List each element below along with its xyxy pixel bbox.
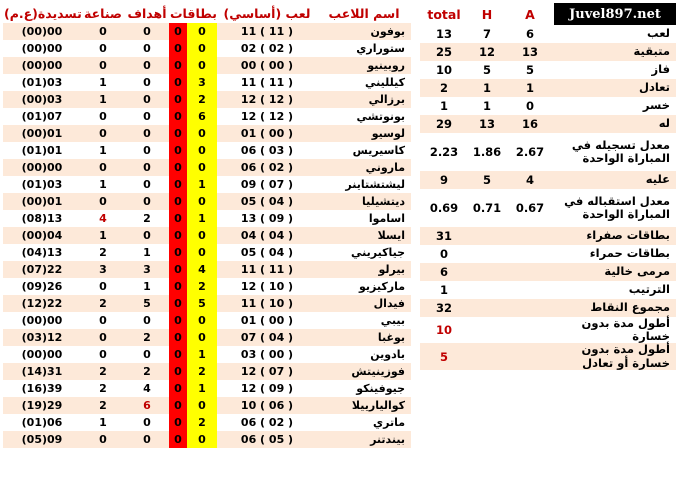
player-appearances: 01 ( 00 ) bbox=[217, 312, 317, 329]
stats-row bbox=[420, 189, 676, 227]
stat-home: 5 bbox=[468, 171, 506, 189]
header-player-name: اسم اللاعب bbox=[328, 5, 400, 21]
player-appearances: 00 ( 00 ) bbox=[217, 57, 317, 74]
stat-away bbox=[506, 343, 554, 369]
player-row bbox=[3, 414, 411, 431]
player-goals: 0 bbox=[125, 74, 169, 91]
player-yellow-cards: 5 bbox=[187, 295, 217, 312]
player-appearances: 11 ( 11 ) bbox=[217, 74, 317, 91]
player-appearances: 12 ( 12 ) bbox=[217, 91, 317, 108]
header-home: H bbox=[468, 3, 506, 25]
player-name: بيرلو bbox=[317, 261, 411, 278]
stat-label: بطاقات حمراء bbox=[554, 245, 676, 263]
stat-total: 6 bbox=[420, 263, 468, 281]
player-yellow-cards: 0 bbox=[187, 227, 217, 244]
stats-row bbox=[420, 171, 676, 189]
stat-label: متبقية bbox=[554, 43, 676, 61]
player-yellow-cards: 0 bbox=[187, 329, 217, 346]
player-row bbox=[3, 380, 411, 397]
player-row bbox=[3, 23, 411, 40]
player-yellow-cards: 0 bbox=[187, 125, 217, 142]
player-assists: 4 bbox=[81, 210, 125, 227]
stats-row bbox=[420, 281, 676, 299]
player-yellow-cards: 4 bbox=[187, 261, 217, 278]
player-shots: (00)00 bbox=[3, 57, 81, 74]
stat-total: 32 bbox=[420, 299, 468, 317]
player-appearances: 03 ( 00 ) bbox=[217, 346, 317, 363]
player-goals: 2 bbox=[125, 329, 169, 346]
player-assists: 1 bbox=[81, 414, 125, 431]
stat-home: 5 bbox=[468, 61, 506, 79]
player-goals: 5 bbox=[125, 295, 169, 312]
player-red-cards: 0 bbox=[169, 142, 187, 159]
player-appearances: 06 ( 02 ) bbox=[217, 159, 317, 176]
player-goals: 0 bbox=[125, 23, 169, 40]
player-row bbox=[3, 329, 411, 346]
player-red-cards: 0 bbox=[169, 244, 187, 261]
player-assists: 0 bbox=[81, 125, 125, 142]
player-shots: (16)39 bbox=[3, 380, 81, 397]
player-yellow-cards: 1 bbox=[187, 176, 217, 193]
player-yellow-cards: 0 bbox=[187, 431, 217, 448]
player-shots: (00)00 bbox=[3, 23, 81, 40]
player-goals: 4 bbox=[125, 380, 169, 397]
player-goals: 0 bbox=[125, 414, 169, 431]
player-assists: 0 bbox=[81, 329, 125, 346]
stat-label: عليه bbox=[554, 171, 676, 189]
stats-row bbox=[420, 133, 676, 171]
player-appearances: 02 ( 02 ) bbox=[217, 40, 317, 57]
player-yellow-cards: 2 bbox=[187, 278, 217, 295]
player-yellow-cards: 0 bbox=[187, 159, 217, 176]
player-assists: 0 bbox=[81, 57, 125, 74]
player-row bbox=[3, 312, 411, 329]
player-shots: (01)03 bbox=[3, 176, 81, 193]
player-appearances: 12 ( 07 ) bbox=[217, 363, 317, 380]
player-row bbox=[3, 363, 411, 380]
header-played: لعب (أساسي) bbox=[223, 5, 311, 21]
player-row bbox=[3, 244, 411, 261]
player-assists: 0 bbox=[81, 159, 125, 176]
player-goals: 0 bbox=[125, 142, 169, 159]
player-row bbox=[3, 159, 411, 176]
header-away: A bbox=[506, 3, 554, 25]
site-brand: Juvel897.net bbox=[554, 3, 676, 25]
player-yellow-cards: 0 bbox=[187, 142, 217, 159]
stats-row bbox=[420, 25, 676, 43]
header-shots: تسديدة(ع.م) bbox=[4, 5, 82, 21]
player-goals: 0 bbox=[125, 176, 169, 193]
stat-total: 13 bbox=[420, 25, 468, 43]
player-yellow-cards: 0 bbox=[187, 244, 217, 261]
player-yellow-cards: 1 bbox=[187, 346, 217, 363]
player-shots: (00)04 bbox=[3, 227, 81, 244]
player-red-cards: 0 bbox=[169, 380, 187, 397]
player-red-cards: 0 bbox=[169, 210, 187, 227]
player-name: كواليارييلا bbox=[317, 397, 411, 414]
stat-home: 12 bbox=[468, 43, 506, 61]
stat-label: مرمى خالية bbox=[554, 263, 676, 281]
player-name: كاسيريس bbox=[317, 142, 411, 159]
stat-total: 1 bbox=[420, 97, 468, 115]
player-shots: (01)07 bbox=[3, 108, 81, 125]
player-red-cards: 0 bbox=[169, 329, 187, 346]
header-total: total bbox=[420, 3, 468, 25]
players-body bbox=[3, 23, 411, 448]
player-assists: 1 bbox=[81, 142, 125, 159]
player-assists: 0 bbox=[81, 108, 125, 125]
stat-label: مجموع النقاط bbox=[554, 299, 676, 317]
player-row bbox=[3, 261, 411, 278]
header-assists: صناعة bbox=[84, 5, 122, 21]
players-table bbox=[3, 3, 411, 448]
player-appearances: 05 ( 04 ) bbox=[217, 193, 317, 210]
stat-away bbox=[506, 281, 554, 299]
stat-away: 1 bbox=[506, 79, 554, 97]
player-shots: (01)01 bbox=[3, 142, 81, 159]
player-name: بيبي bbox=[317, 312, 411, 329]
player-shots: (08)13 bbox=[3, 210, 81, 227]
player-goals: 0 bbox=[125, 431, 169, 448]
player-appearances: 07 ( 04 ) bbox=[217, 329, 317, 346]
stat-away bbox=[506, 245, 554, 263]
player-red-cards: 0 bbox=[169, 108, 187, 125]
player-name: كيلليني bbox=[317, 74, 411, 91]
player-row bbox=[3, 431, 411, 448]
player-name: بوفون bbox=[317, 23, 411, 40]
player-appearances: 12 ( 12 ) bbox=[217, 108, 317, 125]
player-shots: (05)09 bbox=[3, 431, 81, 448]
stat-total: 2 bbox=[420, 79, 468, 97]
player-assists: 0 bbox=[81, 431, 125, 448]
stat-home: 0.71 bbox=[468, 189, 506, 227]
header-goals: أهداف bbox=[127, 5, 167, 21]
player-red-cards: 0 bbox=[169, 159, 187, 176]
player-name: لوسيو bbox=[317, 125, 411, 142]
stat-label: معدل تسجيله في المباراة الواحدة bbox=[554, 133, 676, 171]
player-red-cards: 0 bbox=[169, 125, 187, 142]
stats-row bbox=[420, 343, 676, 369]
player-row bbox=[3, 346, 411, 363]
player-appearances: 11 ( 10 ) bbox=[217, 295, 317, 312]
stats-row bbox=[420, 317, 676, 343]
player-appearances: 11 ( 11 ) bbox=[217, 261, 317, 278]
stat-away bbox=[506, 227, 554, 245]
stat-home: 7 bbox=[468, 25, 506, 43]
player-red-cards: 0 bbox=[169, 23, 187, 40]
player-shots: (01)03 bbox=[3, 74, 81, 91]
player-row bbox=[3, 227, 411, 244]
player-name: ماتري bbox=[317, 414, 411, 431]
stat-total: 31 bbox=[420, 227, 468, 245]
player-yellow-cards: 0 bbox=[187, 397, 217, 414]
player-red-cards: 0 bbox=[169, 278, 187, 295]
stats-body bbox=[420, 25, 676, 370]
player-yellow-cards: 6 bbox=[187, 108, 217, 125]
player-assists: 2 bbox=[81, 397, 125, 414]
stats-row bbox=[420, 263, 676, 281]
player-appearances: 04 ( 04 ) bbox=[217, 227, 317, 244]
player-row bbox=[3, 57, 411, 74]
player-red-cards: 0 bbox=[169, 431, 187, 448]
stats-row bbox=[420, 43, 676, 61]
player-shots: (09)26 bbox=[3, 278, 81, 295]
stat-label: معدل استقباله في المباراة الواحدة bbox=[554, 189, 676, 227]
stats-row bbox=[420, 245, 676, 263]
player-shots: (03)12 bbox=[3, 329, 81, 346]
player-yellow-cards: 1 bbox=[187, 210, 217, 227]
stat-total: 5 bbox=[420, 343, 468, 369]
player-assists: 0 bbox=[81, 346, 125, 363]
player-assists: 3 bbox=[81, 261, 125, 278]
player-goals: 1 bbox=[125, 244, 169, 261]
player-yellow-cards: 0 bbox=[187, 193, 217, 210]
header-cards: بطاقات bbox=[170, 5, 218, 21]
player-name: ماركيزيو bbox=[317, 278, 411, 295]
stat-home: 13 bbox=[468, 115, 506, 133]
player-shots: (07)22 bbox=[3, 261, 81, 278]
stat-home: 1 bbox=[468, 79, 506, 97]
player-red-cards: 0 bbox=[169, 312, 187, 329]
stat-away: 2.67 bbox=[506, 133, 554, 171]
player-shots: (00)01 bbox=[3, 193, 81, 210]
stats-row bbox=[420, 115, 676, 133]
stat-label: تعادل bbox=[554, 79, 676, 97]
player-name: بوغبا bbox=[317, 329, 411, 346]
stat-total: 0 bbox=[420, 245, 468, 263]
player-row bbox=[3, 40, 411, 57]
player-appearances: 12 ( 09 ) bbox=[217, 380, 317, 397]
stat-label: لعب bbox=[554, 25, 676, 43]
player-red-cards: 0 bbox=[169, 414, 187, 431]
stats-header-row bbox=[420, 3, 676, 25]
player-goals: 0 bbox=[125, 312, 169, 329]
player-yellow-cards: 1 bbox=[187, 380, 217, 397]
player-name: بيندتنر bbox=[317, 431, 411, 448]
stat-away bbox=[506, 299, 554, 317]
stat-home bbox=[468, 227, 506, 245]
stat-away: 4 bbox=[506, 171, 554, 189]
player-name: ماروني bbox=[317, 159, 411, 176]
player-name: بونوتشي bbox=[317, 108, 411, 125]
player-shots: (19)29 bbox=[3, 397, 81, 414]
player-name: برزالي bbox=[317, 91, 411, 108]
player-shots: (00)00 bbox=[3, 346, 81, 363]
player-name: جيوفينكو bbox=[317, 380, 411, 397]
player-shots: (14)31 bbox=[3, 363, 81, 380]
player-shots: (01)06 bbox=[3, 414, 81, 431]
player-assists: 0 bbox=[81, 40, 125, 57]
player-assists: 0 bbox=[81, 23, 125, 40]
player-name: ديتشيليا bbox=[317, 193, 411, 210]
player-goals: 0 bbox=[125, 108, 169, 125]
player-row bbox=[3, 397, 411, 414]
player-goals: 0 bbox=[125, 227, 169, 244]
player-goals: 1 bbox=[125, 278, 169, 295]
stats-row bbox=[420, 79, 676, 97]
stat-home bbox=[468, 299, 506, 317]
stat-label: له bbox=[554, 115, 676, 133]
player-yellow-cards: 0 bbox=[187, 40, 217, 57]
player-assists: 1 bbox=[81, 91, 125, 108]
stat-label: أطول مدة بدون خسارة bbox=[554, 317, 676, 343]
player-row bbox=[3, 142, 411, 159]
player-red-cards: 0 bbox=[169, 57, 187, 74]
player-goals: 0 bbox=[125, 125, 169, 142]
player-yellow-cards: 2 bbox=[187, 91, 217, 108]
player-shots: (00)01 bbox=[3, 125, 81, 142]
player-red-cards: 0 bbox=[169, 363, 187, 380]
stats-table bbox=[420, 3, 676, 370]
stat-away: 5 bbox=[506, 61, 554, 79]
player-assists: 2 bbox=[81, 244, 125, 261]
player-name: ايسلا bbox=[317, 227, 411, 244]
player-appearances: 09 ( 07 ) bbox=[217, 176, 317, 193]
stat-label: أطول مدة بدون خسارة أو تعادل bbox=[554, 343, 676, 369]
player-row bbox=[3, 278, 411, 295]
stat-home bbox=[468, 263, 506, 281]
stat-label: الترتيب bbox=[554, 281, 676, 299]
stat-away: 16 bbox=[506, 115, 554, 133]
player-red-cards: 0 bbox=[169, 227, 187, 244]
stat-total: 29 bbox=[420, 115, 468, 133]
player-shots: (00)00 bbox=[3, 312, 81, 329]
player-name: ليشتشتاينر bbox=[317, 176, 411, 193]
player-appearances: 11 ( 11 ) bbox=[217, 23, 317, 40]
player-goals: 0 bbox=[125, 159, 169, 176]
player-assists: 1 bbox=[81, 227, 125, 244]
player-row bbox=[3, 176, 411, 193]
player-red-cards: 0 bbox=[169, 261, 187, 278]
player-appearances: 05 ( 04 ) bbox=[217, 244, 317, 261]
stats-row bbox=[420, 299, 676, 317]
player-yellow-cards: 3 bbox=[187, 74, 217, 91]
stat-total: 10 bbox=[420, 61, 468, 79]
stat-total: 1 bbox=[420, 281, 468, 299]
player-assists: 0 bbox=[81, 193, 125, 210]
stat-total: 25 bbox=[420, 43, 468, 61]
player-row bbox=[3, 295, 411, 312]
player-red-cards: 0 bbox=[169, 193, 187, 210]
stats-row bbox=[420, 61, 676, 79]
stat-home: 1.86 bbox=[468, 133, 506, 171]
player-red-cards: 0 bbox=[169, 346, 187, 363]
stat-total: 0.69 bbox=[420, 189, 468, 227]
player-name: ستوراري bbox=[317, 40, 411, 57]
player-row bbox=[3, 193, 411, 210]
player-appearances: 10 ( 06 ) bbox=[217, 397, 317, 414]
player-shots: (12)22 bbox=[3, 295, 81, 312]
stat-home bbox=[468, 343, 506, 369]
player-row bbox=[3, 125, 411, 142]
player-shots: (00)00 bbox=[3, 40, 81, 57]
player-assists: 1 bbox=[81, 74, 125, 91]
player-name: بادوين bbox=[317, 346, 411, 363]
player-red-cards: 0 bbox=[169, 40, 187, 57]
stat-away bbox=[506, 263, 554, 281]
player-yellow-cards: 0 bbox=[187, 23, 217, 40]
player-shots: (04)13 bbox=[3, 244, 81, 261]
stat-away bbox=[506, 317, 554, 343]
player-shots: (00)00 bbox=[3, 159, 81, 176]
player-name: فيدال bbox=[317, 295, 411, 312]
player-appearances: 06 ( 05 ) bbox=[217, 431, 317, 448]
stat-away: 6 bbox=[506, 25, 554, 43]
player-appearances: 06 ( 02 ) bbox=[217, 414, 317, 431]
stat-total: 2.23 bbox=[420, 133, 468, 171]
player-assists: 2 bbox=[81, 363, 125, 380]
player-row bbox=[3, 108, 411, 125]
player-goals: 0 bbox=[125, 57, 169, 74]
stat-away: 13 bbox=[506, 43, 554, 61]
player-assists: 0 bbox=[81, 312, 125, 329]
players-header-row bbox=[3, 3, 411, 23]
player-name: اساموا bbox=[317, 210, 411, 227]
player-goals: 2 bbox=[125, 210, 169, 227]
player-row bbox=[3, 74, 411, 91]
player-red-cards: 0 bbox=[169, 74, 187, 91]
player-row bbox=[3, 210, 411, 227]
player-goals: 6 bbox=[125, 397, 169, 414]
stat-total: 9 bbox=[420, 171, 468, 189]
player-yellow-cards: 0 bbox=[187, 312, 217, 329]
player-row bbox=[3, 91, 411, 108]
stat-home bbox=[468, 245, 506, 263]
player-assists: 2 bbox=[81, 380, 125, 397]
stat-home bbox=[468, 317, 506, 343]
stat-label: بطاقات صفراء bbox=[554, 227, 676, 245]
stat-label: خسر bbox=[554, 97, 676, 115]
stat-label: فاز bbox=[554, 61, 676, 79]
stat-total: 10 bbox=[420, 317, 468, 343]
player-shots: (00)03 bbox=[3, 91, 81, 108]
player-appearances: 06 ( 03 ) bbox=[217, 142, 317, 159]
stat-away: 0.67 bbox=[506, 189, 554, 227]
player-goals: 0 bbox=[125, 91, 169, 108]
player-appearances: 01 ( 00 ) bbox=[217, 125, 317, 142]
player-goals: 3 bbox=[125, 261, 169, 278]
player-appearances: 12 ( 10 ) bbox=[217, 278, 317, 295]
player-red-cards: 0 bbox=[169, 176, 187, 193]
stats-row bbox=[420, 97, 676, 115]
player-name: روبينيو bbox=[317, 57, 411, 74]
stat-home bbox=[468, 281, 506, 299]
player-appearances: 13 ( 09 ) bbox=[217, 210, 317, 227]
player-goals: 2 bbox=[125, 363, 169, 380]
player-red-cards: 0 bbox=[169, 397, 187, 414]
player-yellow-cards: 2 bbox=[187, 363, 217, 380]
player-yellow-cards: 0 bbox=[187, 57, 217, 74]
player-name: فوزينيتش bbox=[317, 363, 411, 380]
player-red-cards: 0 bbox=[169, 91, 187, 108]
player-goals: 0 bbox=[125, 346, 169, 363]
player-name: جياكيريني bbox=[317, 244, 411, 261]
stat-home: 1 bbox=[468, 97, 506, 115]
stats-row bbox=[420, 227, 676, 245]
player-assists: 1 bbox=[81, 176, 125, 193]
player-yellow-cards: 2 bbox=[187, 414, 217, 431]
player-red-cards: 0 bbox=[169, 295, 187, 312]
stat-away: 0 bbox=[506, 97, 554, 115]
player-assists: 2 bbox=[81, 295, 125, 312]
player-goals: 0 bbox=[125, 193, 169, 210]
player-goals: 0 bbox=[125, 40, 169, 57]
player-assists: 0 bbox=[81, 278, 125, 295]
